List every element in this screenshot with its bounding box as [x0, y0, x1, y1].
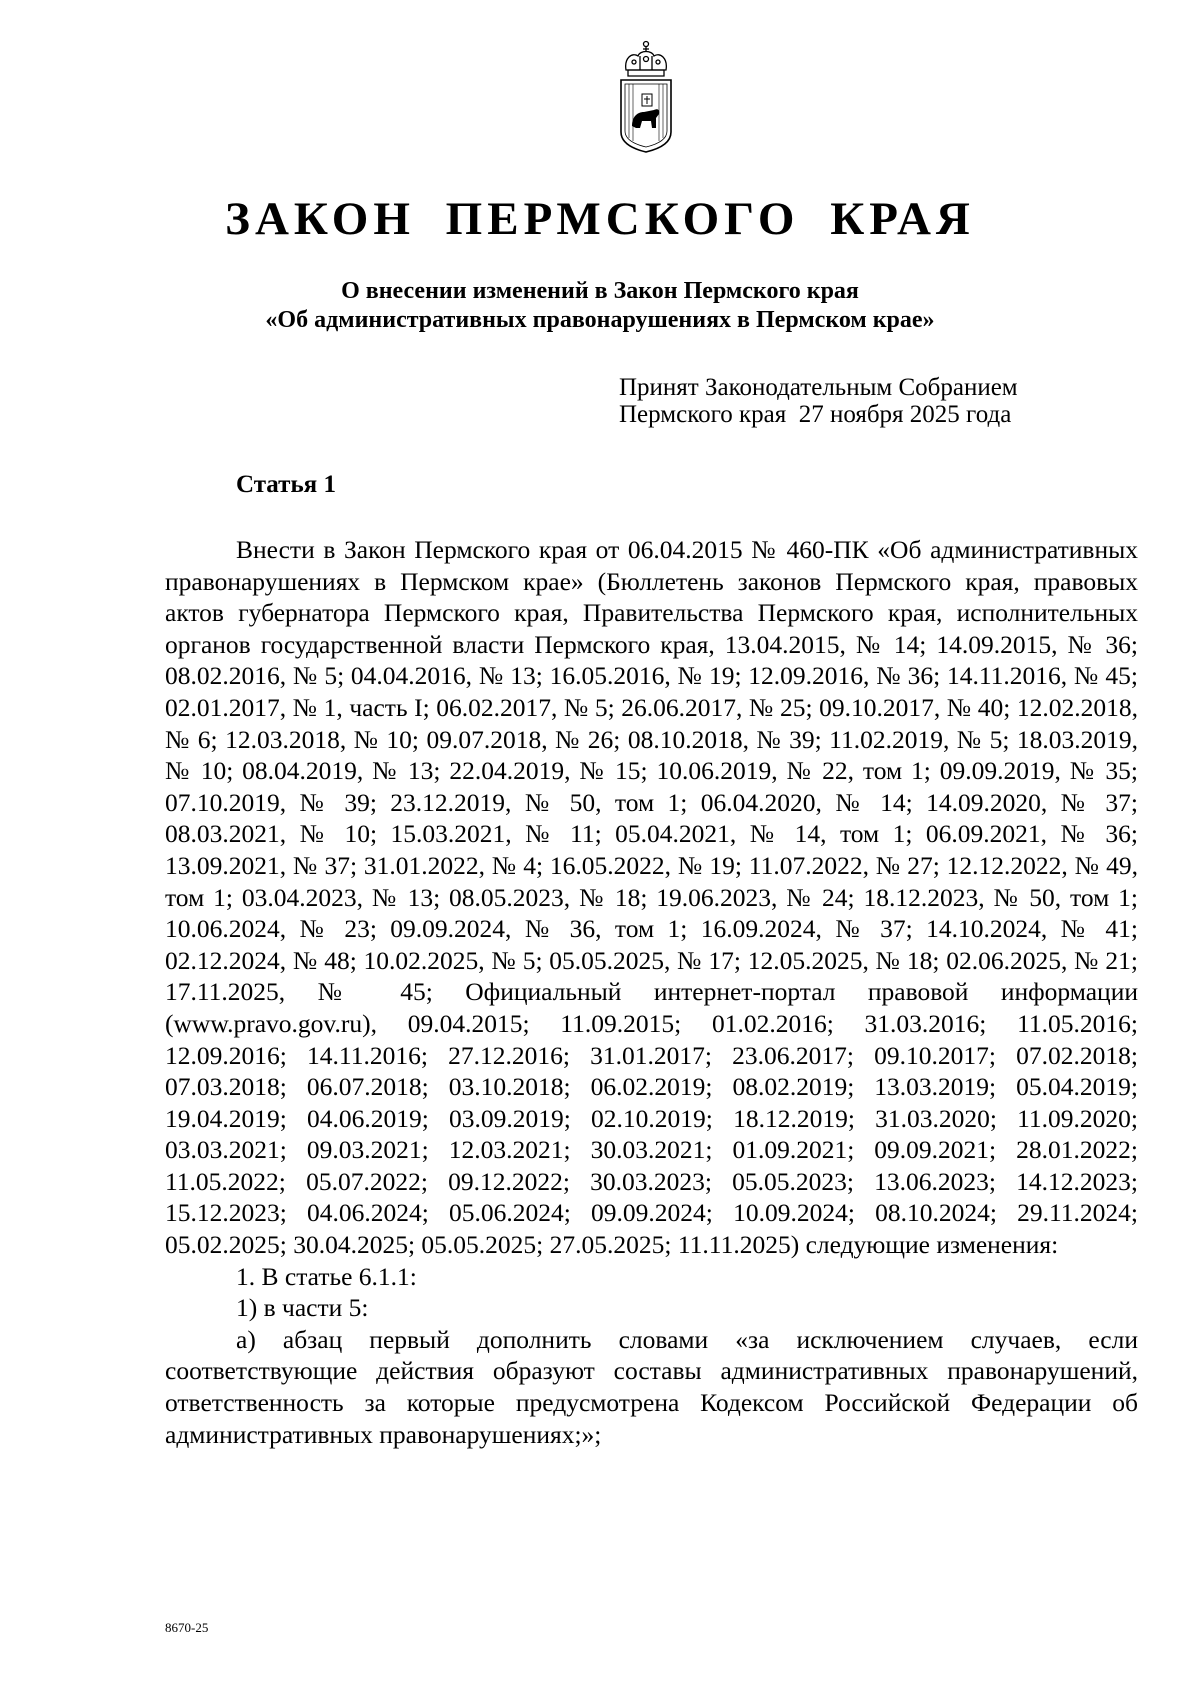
subtitle-line: «Об административных правонарушениях в Пермском крае» [265, 307, 935, 333]
list-item: 1) в части 5: [236, 1293, 369, 1323]
adoption-line: Принят Законодательным Собранием [619, 374, 1018, 401]
adoption-line: Пермского края 27 ноября 2025 года [619, 401, 1012, 428]
article-heading: Статья 1 [236, 471, 336, 498]
list-item: а) абзац первый дополнить словами «за исключением случаев, если соответствующие действия образуют составы административных правонарушений, ответственность за которые предусмотрена Кодексом Российской Федерации об административных правонарушениях;»; [165, 1324, 1138, 1449]
law-title: ЗАКОН ПЕРМСКОГО КРАЯ [225, 193, 975, 245]
coat-of-arms-emblem [618, 40, 674, 154]
adoption-note [619, 374, 1139, 428]
amendment-intro-paragraph: Внести в Закон Пермского края от 06.04.2015 № 460-ПК «Об административных правонарушениях в Пермском крае» (Бюллетень законов Пермского края, правовых актов губернатора Пермского края, Правительства Пермского края, исполнительных органов государственной власти Пермского края, 13.04.2015, № 14; 14.09.2015, № 36; 08.02.2016, № 5; 04.04.2016, № 13; 16.05.2016, № 19; 12.09.2016, № 36; 14.11.2016, № 45; 02.01.2017, № 1, часть I; 06.02.2017, № 5; 26.06.2017, № 25; 09.10.2017, № 40; 12.02.2018, № 6; 12.03.2018, № 10; 09.07.2018, № 26; 08.10.2018, № 39; 11.02.2019, № 5; 18.03.2019, № 10; 08.04.2019, № 13; 22.04.2019, № 15; 10.06.2019, № 22, том 1; 09.09.2019, № 35; 07.10.2019, № 39; 23.12.2019, № 50, том 1; 06.04.2020, № 14; 14.09.2020, № 37; 08.03.2021, № 10; 15.03.2021, № 11; 05.04.2021, № 14, том 1; 06.09.2021, № 36; 13.09.2021, № 37; 31.01.2022, № 4; 16.05.2022, № 19; 11.07.2022, № 27; 12.12.2022, № 49, том 1; 03.04.2023, № 13; 08.05.2023, № 18; 19.06.2023, № 24; 18.12.2023, № 50, том 1; 10.06.2024, № 23; 09.09.2024, № 36, том 1; 16.09.2024, № 37; 14.10.2024, № 41; 02.12.2024, № 48; 10.02.2025, № 5; 05.05.2025, № 17; 12.05.2025, № 18; 02.06.2025, № 21; 17.11.2025, № 45; Официальный интернет-портал правовой информации (www.pravo.gov.ru), 09.04.2015; 11.09.2015; 01.02.2016; 31.03.2016; 11.05.2016; 12.09.2016; 14.11.2016; 27.12.2016; 31.01.2017; 23.06.2017; 09.10.2017; 07.02.2018; 07.03.2018; 06.07.2018; 03.10.2018; 06.02.2019; 08.02.2019; 13.03.2019; 05.04.2019; 19.04.2019; 04.06.2019; 03.09.2019; 02.10.2019; 18.12.2019; 31.03.2020; 11.09.2020; 03.03.2021; 09.03.2021; 12.03.2021; 30.03.2021; 01.09.2021; 09.09.2021; 28.01.2022; 11.05.2022; 05.07.2022; 09.12.2022; 30.03.2023; 05.05.2023; 13.06.2023; 14.12.2023; 15.12.2023; 04.06.2024; 05.06.2024; 09.09.2024; 10.09.2024; 08.10.2024; 29.11.2024; 05.02.2025; 30.04.2025; 05.05.2025; 27.05.2025; 11.11.2025) следующие изменения: [165, 535, 1138, 1260]
article-body [165, 534, 1138, 1450]
list-item: 1. В статье 6.1.1: [236, 1261, 417, 1291]
subtitle-line: О внесении изменений в Закон Пермского края [341, 278, 859, 304]
law-subtitle [0, 277, 1200, 335]
document-code: 8670-25 [165, 1620, 209, 1635]
